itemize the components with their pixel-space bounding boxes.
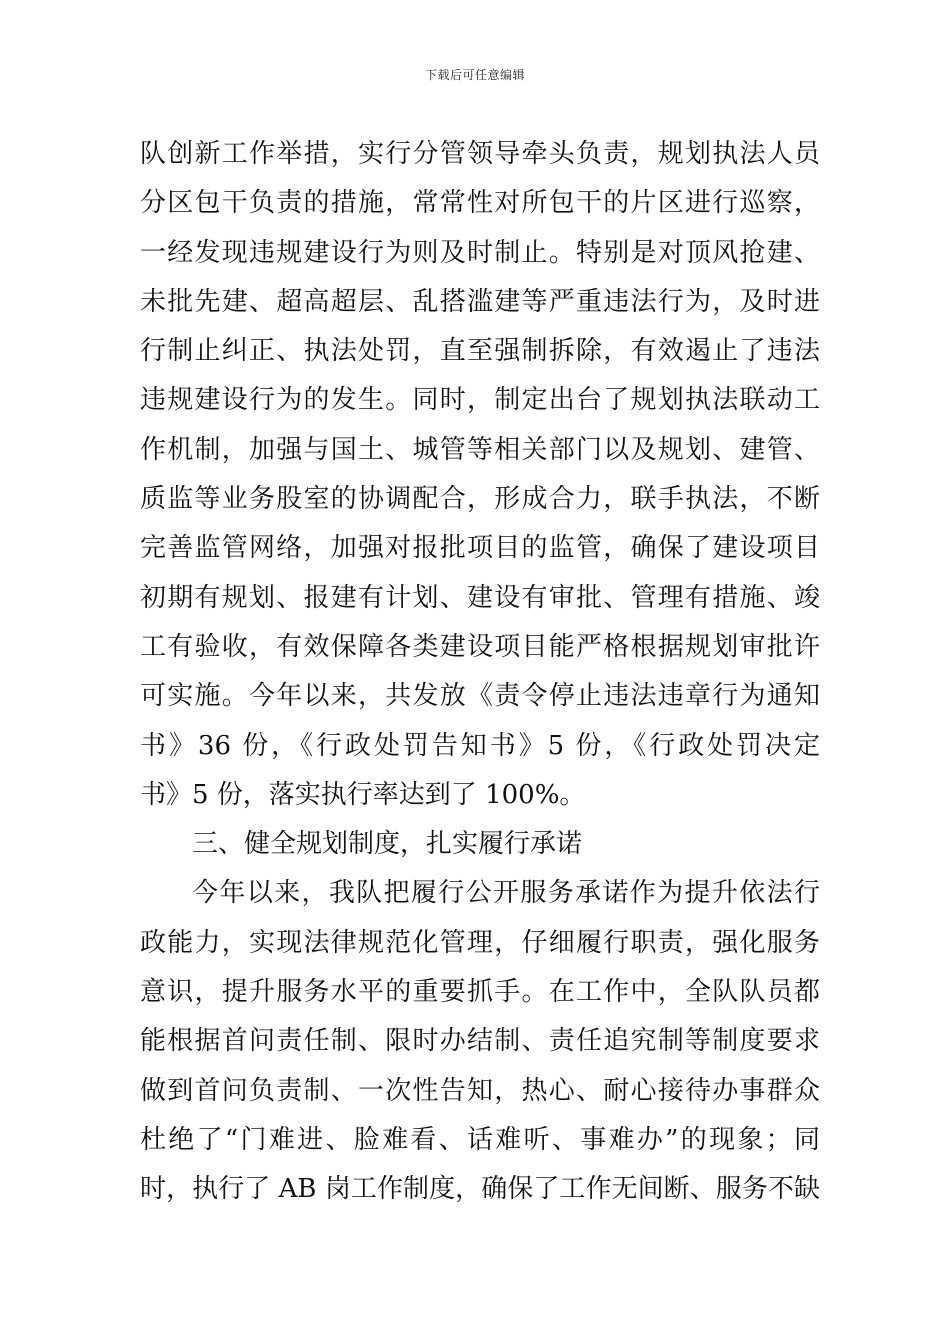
text-line: 杜绝了“门难进、脸难看、话难听、事难办”的现象；同 [140,1124,820,1155]
document-body [140,130,820,1215]
text-line: 三、健全规划制度，扎实履行承诺 [192,829,583,860]
text-line: 分区包干负责的措施，常常性对所包干的片区进行巡察， [140,188,820,219]
text-line: 书》36 份，《行政处罚告知书》5 份，《行政处罚决定 [140,730,820,761]
text-line: 今年以来，我队把履行公开服务承诺作为提升依法行 [192,878,820,909]
text-line: 可实施。今年以来，共发放《责令停止违法违章行为通知 [140,681,820,712]
text-line: 时，执行了 AB 岗工作制度，确保了工作无间断、服务不缺 [140,1174,820,1205]
text-line: 完善监管网络，加强对报批项目的监管，确保了建设项目 [140,533,820,564]
text-line: 政能力，实现法律规范化管理，仔细履行职责，强化服务 [140,927,820,958]
page-header: 下载后可任意编辑 [424,68,525,82]
text-line: 行制止纠正、执法处罚，直至强制拆除，有效遏止了违法 [140,336,820,367]
text-line: 能根据首问责任制、限时办结制、责任追究制等制度要求 [140,1026,820,1057]
text-line: 初期有规划、报建有计划、建设有审批、管理有措施、竣 [140,582,820,613]
text-line: 队创新工作举措，实行分管领导牵头负责，规划执法人员 [140,139,820,169]
text-line: 意识，提升服务水平的重要抓手。在工作中，全队队员都 [140,977,820,1008]
text-line: 质监等业务股室的协调配合，形成合力，联手执法，不断 [140,484,820,515]
text-line: 作机制，加强与国土、城管等相关部门以及规划、建管、 [140,434,820,465]
text-line: 做到首问负责制、一次性告知，热心、耐心接待办事群众 [140,1075,820,1106]
text-line: 一经发现违规建设行为则及时制止。特别是对顶风抢建、 [140,237,820,268]
text-line: 违规建设行为的发生。同时，制定出台了规划执法联动工 [140,385,820,416]
text-line: 未批先建、超高超层、乱搭滥建等严重违法行为，及时进 [140,286,820,317]
text-line: 工有验收，有效保障各类建设项目能严格根据规划审批许 [140,631,820,662]
text-line: 书》5 份，落实执行率达到了 100%。 [140,779,586,810]
